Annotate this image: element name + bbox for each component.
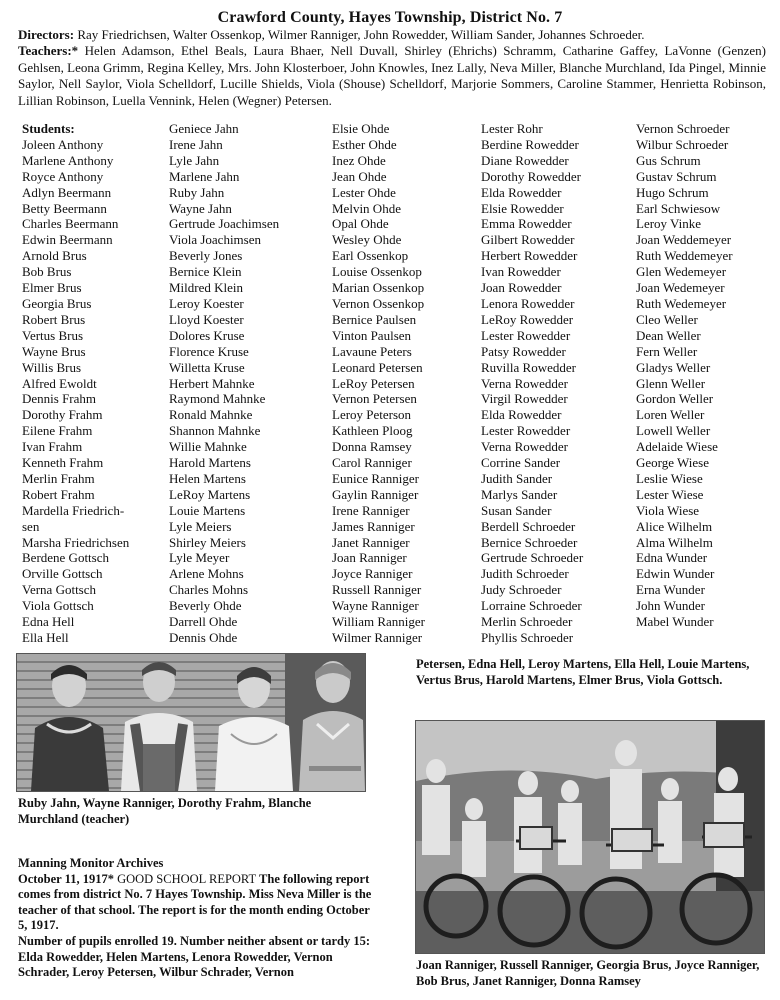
report-continuation-text: Petersen, Edna Hell, Leroy Martens, Ella Hell, Louie Martens, Vertus Brus, Harold Martens, Elmer Brus, Viola Gottsch. <box>416 657 750 687</box>
student-name: Edna Wunder <box>636 550 708 566</box>
student-name: George Wiese <box>636 455 709 471</box>
student-name: Ruby Jahn <box>169 184 225 200</box>
student-name: Viola Gottsch <box>22 598 94 614</box>
student-name: Willis Brus <box>22 359 82 375</box>
student-name: Marlene Jahn <box>169 168 240 184</box>
student-name: Virgil Rowedder <box>481 391 568 407</box>
student-name: Lester Rohr <box>481 121 543 136</box>
student-name: Emma Rowedder <box>481 216 572 232</box>
student-name: sen <box>22 518 40 534</box>
student-name: Charles Mohns <box>169 582 249 598</box>
student-name: Lester Rowedder <box>481 327 571 343</box>
student-name: Irene Jahn <box>169 136 223 152</box>
student-name: Gladys Weller <box>636 359 711 375</box>
student-name: Loren Weller <box>636 407 705 423</box>
student-name: Edna Hell <box>22 614 75 630</box>
student-name: Susan Sander <box>481 502 552 518</box>
student-name: Judith Sander <box>481 470 553 486</box>
student-name: Edwin Wunder <box>636 566 715 582</box>
student-name: Bernice Schroeder <box>481 534 578 550</box>
student-name: Verna Gottsch <box>22 582 97 598</box>
student-name: Melvin Ohde <box>332 200 401 216</box>
student-name: Lyle Meiers <box>169 518 232 534</box>
student-name: Leslie Wiese <box>636 470 703 486</box>
student-name: Wilmer Ranniger <box>332 630 423 645</box>
student-name: Phyllis Schroeder <box>481 630 574 645</box>
student-name: Marian Ossenkop <box>332 280 425 296</box>
student-name: Patsy Rowedder <box>481 343 566 359</box>
student-name: Lester Ohde <box>332 184 396 200</box>
student-name: Leroy Peterson <box>332 407 412 423</box>
student-name: Alice Wilhelm <box>636 518 713 534</box>
student-name: Robert Brus <box>22 311 86 327</box>
student-name: Betty Beermann <box>22 200 107 216</box>
student-name: Robert Frahm <box>22 486 95 502</box>
student-name: Lorraine Schroeder <box>481 598 582 614</box>
student-name: Gus Schrum <box>636 152 701 168</box>
student-name: Judith Schroeder <box>481 566 569 582</box>
student-name: Opal Ohde <box>332 216 389 232</box>
student-name: Cleo Weller <box>636 311 698 327</box>
student-name: Diane Rowedder <box>481 152 569 168</box>
student-name: Wesley Ohde <box>332 232 402 248</box>
student-name: Bob Brus <box>22 264 72 280</box>
student-name: Donna Ramsey <box>332 439 412 455</box>
student-name: Lester Wiese <box>636 486 704 502</box>
student-name: Merlin Frahm <box>22 470 95 486</box>
student-name: Joyce Ranniger <box>332 566 413 582</box>
student-name: Viola Joachimsen <box>169 232 262 248</box>
student-name: Wayne Ranniger <box>332 598 419 614</box>
student-name: Ruth Weddemeyer <box>636 248 733 264</box>
student-name: Joan Rowedder <box>481 280 562 296</box>
student-name: Irene Ranniger <box>332 502 410 518</box>
student-name: Dorothy Frahm <box>22 407 103 423</box>
student-name: Dolores Kruse <box>169 327 245 343</box>
photo-illustration-bikes <box>416 721 764 953</box>
student-name: Royce Anthony <box>22 168 104 184</box>
student-name: Helen Martens <box>169 470 246 486</box>
student-name: Willetta Kruse <box>169 359 245 375</box>
student-name: Russell Ranniger <box>332 582 422 598</box>
archive-heading: Manning Monitor Archives <box>18 856 164 870</box>
student-name: Jean Ohde <box>332 168 387 184</box>
student-name: Leroy Vinke <box>636 216 702 232</box>
student-name: Vinton Paulsen <box>332 327 412 343</box>
student-name: Joan Ranniger <box>332 550 407 566</box>
student-name: Vernon Petersen <box>332 391 417 407</box>
student-name: Raymond Mahnke <box>169 391 266 407</box>
student-name: Leroy Koester <box>169 295 244 311</box>
teachers-label: Teachers:* <box>18 43 79 59</box>
students-list <box>22 121 770 649</box>
student-name: Ella Hell <box>22 630 69 645</box>
students-label: Students: <box>22 121 75 136</box>
student-name: Kathleen Ploog <box>332 423 413 439</box>
student-name: Lloyd Koester <box>169 311 244 327</box>
student-name: Joleen Anthony <box>22 136 104 152</box>
group-photo-four-people <box>16 653 366 792</box>
student-name: Charles Beermann <box>22 216 119 232</box>
student-name: Beverly Jones <box>169 248 243 264</box>
archive-paragraph-1: The following report comes from district No. 7 Hayes Township. Miss Neva Miller is the teacher of that school. The report is for the month ending October 5, 1917. <box>18 871 372 933</box>
photo-caption-group: Ruby Jahn, Wayne Ranniger, Dorothy Frahm, Blanche Murchland (teacher) <box>18 796 312 826</box>
student-name: Merlin Schroeder <box>481 614 573 630</box>
student-name: Elsie Ohde <box>332 121 390 136</box>
student-name: Willie Mahnke <box>169 439 247 455</box>
student-name: Geniece Jahn <box>169 121 239 136</box>
student-name: Ruvilla Rowedder <box>481 359 576 375</box>
student-name: Elsie Rowedder <box>481 200 564 216</box>
student-name: Louise Ossenkop <box>332 264 422 280</box>
student-name: LeRoy Rowedder <box>481 311 574 327</box>
student-name: Wayne Jahn <box>169 200 232 216</box>
student-name: John Wunder <box>636 598 705 614</box>
student-name: Glen Wedemeyer <box>636 264 727 280</box>
archive-article <box>18 856 374 981</box>
student-name: Edwin Beermann <box>22 232 113 248</box>
student-name: Inez Ohde <box>332 152 386 168</box>
student-name: Mabel Wunder <box>636 614 714 630</box>
student-name: Harold Martens <box>169 455 251 471</box>
student-name: Joan Weddemeyer <box>636 232 732 248</box>
student-name: Lyle Meyer <box>169 550 230 566</box>
student-name: Berdell Schroeder <box>481 518 576 534</box>
student-name: Dean Weller <box>636 327 701 343</box>
student-name: Carol Ranniger <box>332 455 412 471</box>
student-name: Verna Rowedder <box>481 439 568 455</box>
student-name: Bernice Klein <box>169 264 242 280</box>
student-name: William Ranniger <box>332 614 425 630</box>
student-name: Ivan Rowedder <box>481 264 561 280</box>
student-name: Janet Ranniger <box>332 534 410 550</box>
student-name: Alma Wilhelm <box>636 534 713 550</box>
student-name: Dennis Frahm <box>22 391 97 407</box>
student-name: Gaylin Ranniger <box>332 486 419 502</box>
student-name: LeRoy Petersen <box>332 375 415 391</box>
student-name: Vernon Schroeder <box>636 121 730 136</box>
student-name: Lowell Weller <box>636 423 711 439</box>
student-name: Dennis Ohde <box>169 630 238 645</box>
student-name: Gilbert Rowedder <box>481 232 575 248</box>
student-name: Mildred Klein <box>169 280 244 296</box>
student-name: Marsha Friedrichsen <box>22 534 130 550</box>
student-column-2 <box>169 121 279 646</box>
student-name: Vernon Ossenkop <box>332 295 425 311</box>
student-name: Lyle Jahn <box>169 152 220 168</box>
student-name: Marlys Sander <box>481 486 558 502</box>
student-name: Eunice Ranniger <box>332 470 419 486</box>
student-name: Arnold Brus <box>22 248 87 264</box>
student-name: Gertrude Schroeder <box>481 550 584 566</box>
student-name: Berdine Rowedder <box>481 136 579 152</box>
student-name: Corrine Sander <box>481 455 561 471</box>
student-name: Lenora Rowedder <box>481 295 575 311</box>
student-name: Erna Wunder <box>636 582 705 598</box>
teachers-list: Helen Adamson, Ethel Beals, Laura Bhaer, Nell Duvall, Shirley (Ehrichs) Schramm, Catharine Gaffey, LaVonne (Genzen) Gehlsen, Leona Grimm, Regina Kelley, Mrs. John Klosterboer, John Knowles, Inez Lally, Neva Miller, Blanche Murchland, Ida Pingel, Minnie Saylor, Nell Saylor, Viola Schelldorf, Lucille Shields, Viola (Shouse) Schelldorf, Marjorie Sommers, Caroline Stammer, Henrietta Robinson, Lillian Robinson, Luella Vennink, Helen (Wegner) Petersen. <box>18 43 766 108</box>
student-name: Glenn Weller <box>636 375 706 391</box>
student-name: Kenneth Frahm <box>22 455 104 471</box>
student-name: Leonard Petersen <box>332 359 423 375</box>
student-name: James Ranniger <box>332 518 415 534</box>
student-name: Viola Wiese <box>636 502 700 518</box>
student-name: Joan Wedemeyer <box>636 280 725 296</box>
directors-label: Directors: <box>18 27 75 42</box>
student-name: Beverly Ohde <box>169 598 242 614</box>
student-name: Bernice Paulsen <box>332 311 417 327</box>
student-name: Georgia Brus <box>22 295 92 311</box>
student-name: Ronald Mahnke <box>169 407 253 423</box>
archive-paragraph-2: Number of pupils enrolled 19. Number neither absent or tardy 15: Elda Rowedder, Helen Martens, Lenora Rowedder, Vernon Schrader, Leroy Petersen, Wilbur Schrader, Vernon <box>18 933 370 980</box>
student-name: Arlene Mohns <box>169 566 244 582</box>
student-name: Louie Martens <box>169 502 246 518</box>
children-bicycles-photo <box>415 720 765 954</box>
student-name: Ivan Frahm <box>22 439 83 455</box>
student-name: Wayne Brus <box>22 343 86 359</box>
student-name: Fern Weller <box>636 343 698 359</box>
student-name: Elda Rowedder <box>481 184 562 200</box>
student-name: Marlene Anthony <box>22 152 114 168</box>
student-name: Gustav Schrum <box>636 168 717 184</box>
student-name: Verna Rowedder <box>481 375 568 391</box>
archive-headline: GOOD SCHOOL REPORT <box>113 871 257 886</box>
photo-caption-bicycles: Joan Ranniger, Russell Ranniger, Georgia Brus, Joyce Ranniger, Bob Brus, Janet Ranniger, Donna Ramsey <box>416 958 760 988</box>
student-column-1 <box>22 121 129 646</box>
student-name: Esther Ohde <box>332 136 397 152</box>
student-name: Judy Schroeder <box>481 582 562 598</box>
student-name: Dorothy Rowedder <box>481 168 582 184</box>
student-name: Elda Rowedder <box>481 407 562 423</box>
student-name: Earl Ossenkop <box>332 248 409 264</box>
student-name: Herbert Mahnke <box>169 375 255 391</box>
student-name: Gertrude Joachimsen <box>169 216 280 232</box>
student-column-5 <box>636 121 733 630</box>
archive-body <box>18 872 374 981</box>
student-name: Eilene Frahm <box>22 423 93 439</box>
student-name: Mardella Friedrich- <box>22 502 125 518</box>
student-name: Herbert Rowedder <box>481 248 578 264</box>
student-name: Adlyn Beermann <box>22 184 112 200</box>
student-name: Darrell Ohde <box>169 614 238 630</box>
student-name: Wilbur Schroeder <box>636 136 729 152</box>
student-name: Florence Kruse <box>169 343 249 359</box>
student-name: Earl Schwiesow <box>636 200 721 216</box>
student-name: Shirley Meiers <box>169 534 246 550</box>
student-column-3 <box>332 121 425 646</box>
student-name: Elmer Brus <box>22 280 82 296</box>
student-name: Gordon Weller <box>636 391 714 407</box>
student-name: Orville Gottsch <box>22 566 103 582</box>
student-column-4 <box>481 121 583 646</box>
student-name: Lester Rowedder <box>481 423 571 439</box>
photo-illustration <box>17 654 365 791</box>
student-name: Alfred Ewoldt <box>22 375 97 391</box>
student-name: Berdene Gottsch <box>22 550 110 566</box>
student-name: Shannon Mahnke <box>169 423 261 439</box>
archive-date: October 11, 1917* <box>18 871 114 886</box>
page-title: Crawford County, Hayes Township, District No. 7 <box>217 9 563 26</box>
student-name: Ruth Wedemeyer <box>636 295 727 311</box>
student-name: Hugo Schrum <box>636 184 709 200</box>
directors-teachers-block <box>18 27 766 109</box>
student-name: LeRoy Martens <box>169 486 251 502</box>
directors-list: Ray Friedrichsen, Walter Ossenkop, Wilmer Ranniger, John Rowedder, William Sander, Johannes Schroeder. <box>74 27 645 42</box>
student-name: Vertus Brus <box>22 327 84 343</box>
student-name: Lavaune Peters <box>332 343 412 359</box>
student-name: Adelaide Wiese <box>636 439 718 455</box>
